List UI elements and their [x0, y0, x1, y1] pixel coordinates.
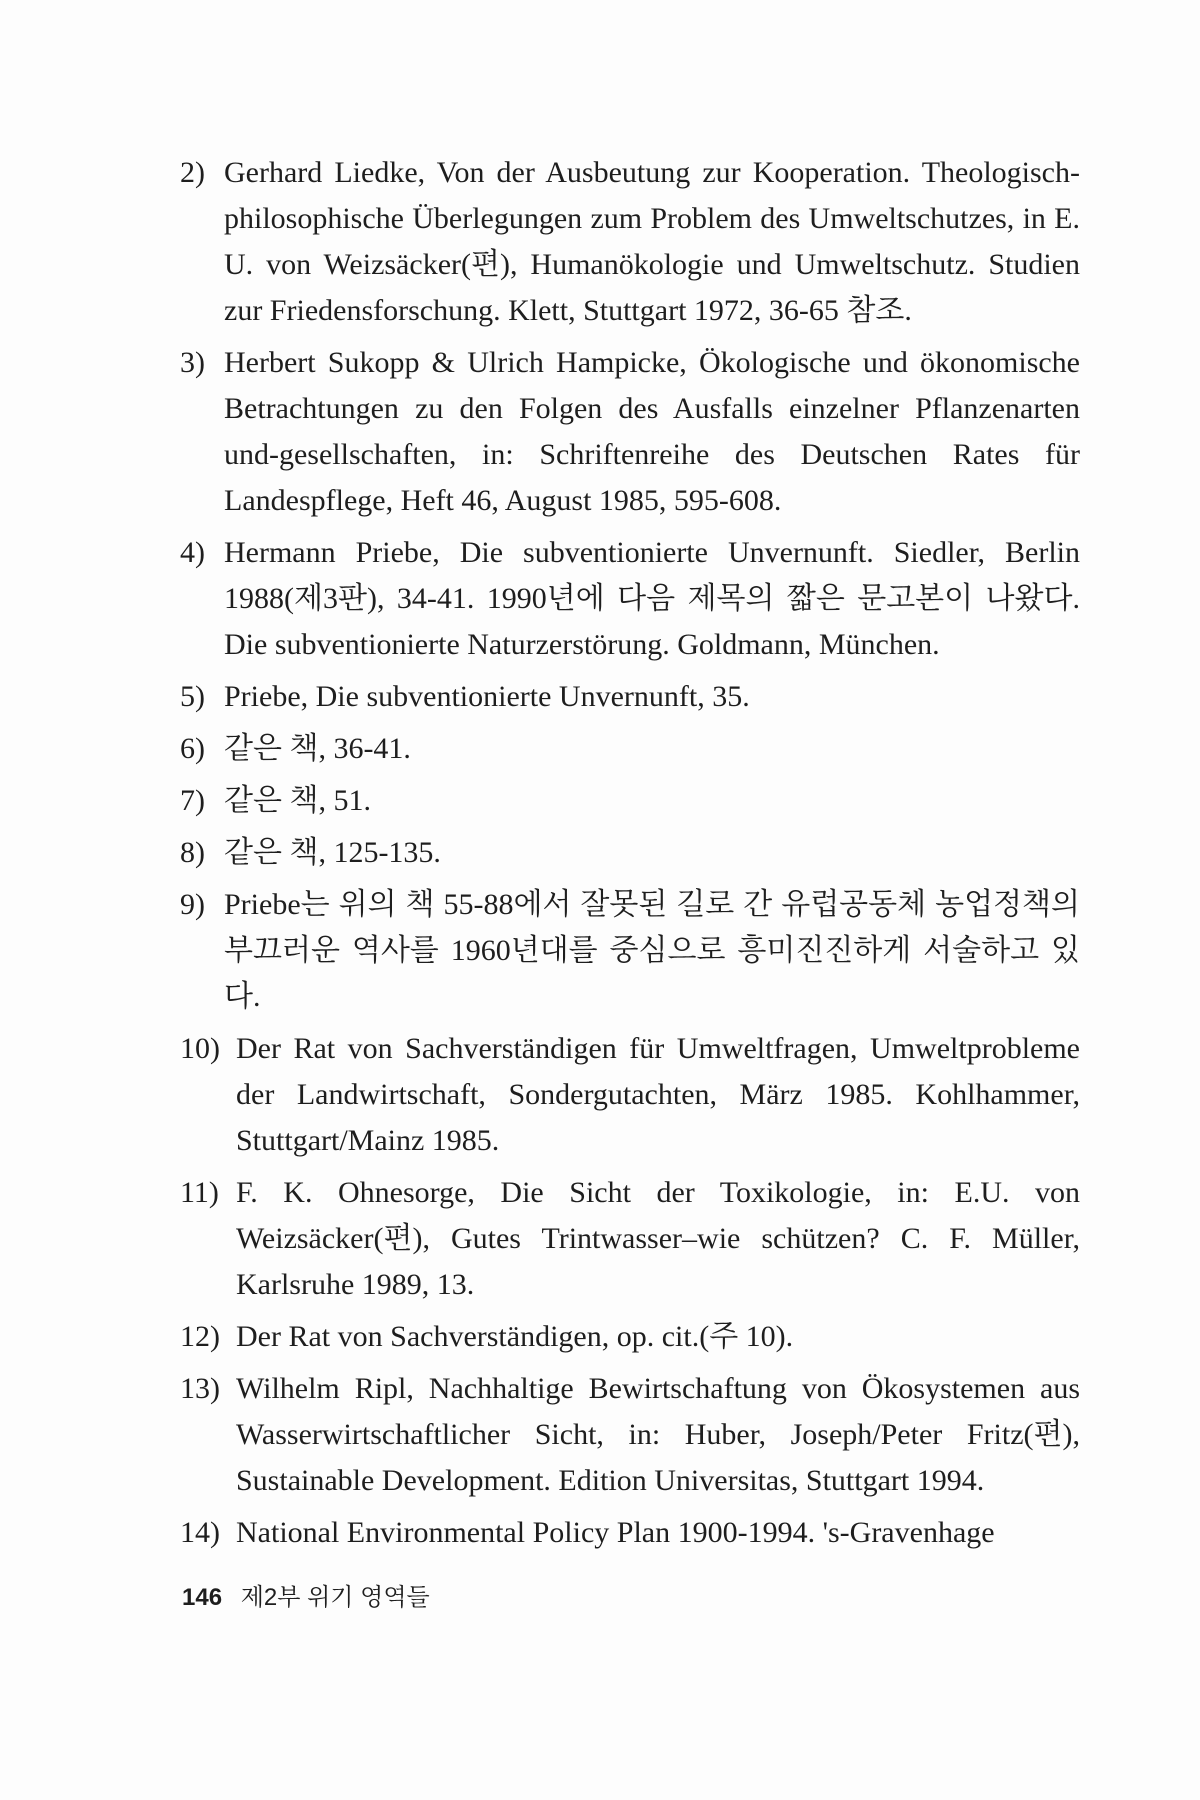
footnote-number: 11) — [180, 1176, 219, 1209]
footnote-text: Der Rat von Sachverständigen, op. cit.(주 10). — [236, 1320, 794, 1353]
footnote-10 — [180, 1026, 1080, 1164]
footnote-text: Der Rat von Sachverständigen für Umweltfragen, Umweltprobleme der Landwirtschaft, Sondergutachten, März 1985. Kohlhammer, Stuttgart/Mainz 1985. — [236, 1032, 1080, 1157]
footnote-text: 같은 책, 51. — [224, 784, 371, 817]
footnote-number: 7) — [180, 784, 205, 817]
footnotes-list — [180, 150, 1080, 1562]
footnote-number: 6) — [180, 732, 205, 765]
footnote-text: F. K. Ohnesorge, Die Sicht der Toxikologie, in: E.U. von Weizsäcker(편), Gutes Trintwasser–wie schützen? C. F. Müller, Karlsruhe 1989, 13. — [236, 1176, 1080, 1301]
footnote-number: 14) — [180, 1516, 220, 1549]
section-title: 제2부 위기 영역들 — [240, 1584, 430, 1611]
footnote-3 — [180, 340, 1080, 524]
page-number: 146 — [182, 1584, 223, 1611]
footnote-number: 8) — [180, 836, 205, 869]
footnote-number: 13) — [180, 1372, 220, 1405]
footnote-4 — [180, 530, 1080, 668]
footnote-13 — [180, 1366, 1080, 1504]
footnote-11 — [180, 1170, 1080, 1308]
footnote-14 — [180, 1510, 1080, 1556]
footnote-number: 9) — [180, 888, 205, 921]
footnote-7 — [180, 778, 1080, 824]
footnote-text: Herbert Sukopp & Ulrich Hampicke, Ökologische und ökonomische Betrachtungen zu den Folgen des Ausfalls einzelner Pflanzenarten und-gesellschaften, in: Schriftenreihe des Deutschen Rates für Landespflege, Heft 46, August 1985, 595-608. — [224, 346, 1080, 517]
footnote-text: Priebe는 위의 책 55-88에서 잘못된 길로 간 유럽공동체 농업정책의 부끄러운 역사를 1960년대를 중심으로 흥미진진하게 서술하고 있다. — [224, 888, 1080, 1013]
footnote-number: 10) — [180, 1032, 220, 1065]
footnote-number: 4) — [180, 536, 205, 569]
footnote-text: Wilhelm Ripl, Nachhaltige Bewirtschaftung von Ökosystemen aus Wasserwirtschaftlicher Sicht, in: Huber, Joseph/Peter Fritz(편), Sustainable Development. Edition Universitas, Stuttgart 1994. — [236, 1372, 1080, 1497]
footnote-number: 5) — [180, 680, 205, 713]
footnote-2 — [180, 150, 1080, 334]
footnote-text: Hermann Priebe, Die subventionierte Unvernunft. Siedler, Berlin 1988(제3판), 34-41. 1990년에 다음 제목의 짧은 문고본이 나왔다. Die subventionierte Naturzerstörung. Goldmann, München. — [224, 536, 1080, 661]
footnote-number: 12) — [180, 1320, 220, 1353]
footnote-text: 같은 책, 125-135. — [224, 836, 441, 869]
footnote-text: 같은 책, 36-41. — [224, 732, 411, 765]
footnote-8 — [180, 830, 1080, 876]
footnote-text: Priebe, Die subventionierte Unvernunft, 35. — [224, 680, 750, 713]
footnote-text: National Environmental Policy Plan 1900-1994. 's-Gravenhage — [236, 1516, 995, 1549]
footnote-text: Gerhard Liedke, Von der Ausbeutung zur Kooperation. Theologisch-philosophische Überlegungen zum Problem des Umweltschutzes, in E. U. von Weizsäcker(편), Humanökologie und Umweltschutz. Studien zur Friedensforschung. Klett, Stuttgart 1972, 36-65 참조. — [224, 156, 1080, 327]
footnote-12 — [180, 1314, 1080, 1360]
footnote-5 — [180, 674, 1080, 720]
page-footer — [182, 1577, 430, 1612]
footnote-6 — [180, 726, 1080, 772]
footnote-number: 3) — [180, 346, 205, 379]
footnote-number: 2) — [180, 156, 205, 189]
footnote-9 — [180, 882, 1080, 1020]
